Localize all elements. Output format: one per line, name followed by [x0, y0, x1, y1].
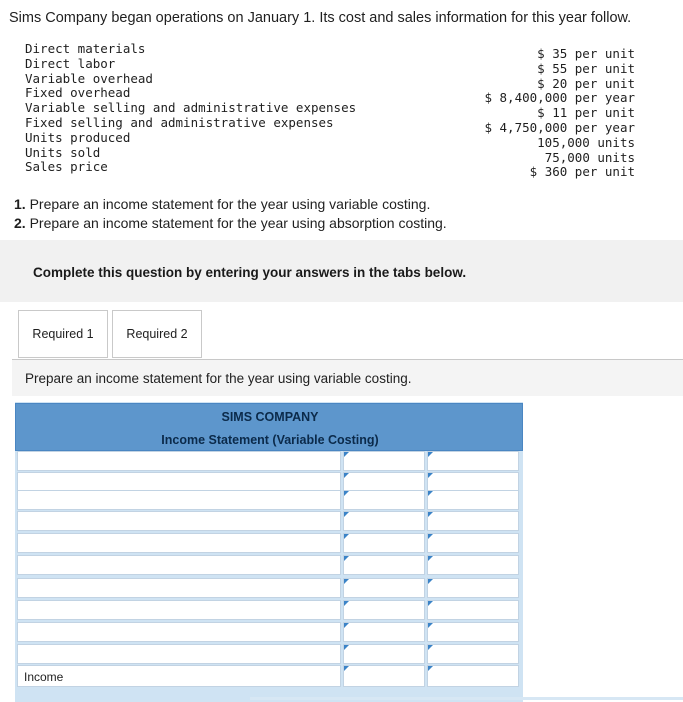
cost-value: 75,000 units: [544, 149, 635, 165]
cell-marker-icon: [344, 666, 349, 671]
amount-input[interactable]: [343, 665, 425, 687]
cell-marker-icon: [428, 601, 433, 606]
row-label-input[interactable]: [17, 533, 341, 553]
requirement-number: 1.: [14, 196, 26, 212]
requirement-number: 2.: [14, 215, 26, 231]
requirement-1: [14, 196, 430, 212]
cell-marker-icon: [344, 579, 349, 584]
cell-marker-icon: [344, 512, 349, 517]
cell-marker-icon: [344, 556, 349, 561]
cell-marker-icon: [428, 534, 433, 539]
cell-marker-icon: [344, 601, 349, 606]
total-input[interactable]: [427, 490, 519, 510]
total-input[interactable]: [427, 451, 519, 471]
amount-input[interactable]: [343, 644, 425, 664]
tab-required-2[interactable]: Required 2: [112, 310, 202, 358]
amount-input[interactable]: [343, 490, 425, 510]
cost-value: $ 55 per unit: [537, 60, 635, 76]
requirement-text: Prepare an income statement for the year using variable costing.: [29, 196, 431, 212]
row-label-input[interactable]: [17, 511, 341, 531]
row-label-input[interactable]: [17, 451, 341, 471]
amount-input[interactable]: [343, 451, 425, 471]
cost-value: $ 20 per unit: [537, 75, 635, 91]
cost-value: $ 8,400,000 per year: [484, 90, 635, 106]
cost-value: $ 11 per unit: [537, 105, 635, 121]
cell-marker-icon: [428, 556, 433, 561]
tab-prompt: Prepare an income statement for the year using variable costing.: [25, 371, 412, 386]
cost-label: Units sold: [25, 144, 101, 160]
cost-label: Direct labor: [25, 55, 116, 71]
income-row-label[interactable]: Income: [17, 665, 341, 687]
cell-marker-icon: [428, 491, 433, 496]
cell-marker-icon: [428, 512, 433, 517]
total-input[interactable]: [427, 472, 519, 492]
cost-value: $ 360 per unit: [529, 164, 635, 180]
cell-marker-icon: [344, 534, 349, 539]
row-label-input[interactable]: [17, 600, 341, 620]
cost-label: Fixed selling and administrative expenses: [25, 114, 334, 130]
total-input[interactable]: [427, 578, 519, 598]
statement-header: [15, 403, 523, 451]
amount-input[interactable]: [343, 533, 425, 553]
cost-labels: [25, 42, 356, 175]
requirement-text: Prepare an income statement for the year using absorption costing.: [29, 215, 447, 231]
total-input[interactable]: [427, 511, 519, 531]
cell-marker-icon: [428, 645, 433, 650]
amount-input[interactable]: [343, 472, 425, 492]
cell-marker-icon: [344, 491, 349, 496]
total-input[interactable]: [427, 665, 519, 687]
row-label-input[interactable]: [17, 622, 341, 642]
total-input[interactable]: [427, 555, 519, 575]
total-input[interactable]: [427, 533, 519, 553]
cost-label: Sales price: [25, 159, 108, 175]
total-input[interactable]: [427, 644, 519, 664]
tab-required-1[interactable]: Required 1: [18, 310, 108, 358]
cost-label: Units produced: [25, 129, 131, 145]
row-label-input[interactable]: [17, 555, 341, 575]
cell-marker-icon: [428, 666, 433, 671]
cost-value: $ 35 per unit: [537, 46, 635, 61]
total-input[interactable]: [427, 622, 519, 642]
row-label-input[interactable]: [17, 578, 341, 598]
cost-label: Variable selling and administrative expenses: [25, 100, 357, 116]
amount-input[interactable]: [343, 511, 425, 531]
requirement-2: [14, 215, 447, 231]
total-input[interactable]: [427, 600, 519, 620]
cost-label: Fixed overhead: [25, 85, 131, 101]
amount-input[interactable]: [343, 622, 425, 642]
amount-input[interactable]: [343, 600, 425, 620]
amount-input[interactable]: [343, 578, 425, 598]
cell-marker-icon: [428, 452, 433, 457]
row-label-input[interactable]: [17, 644, 341, 664]
cell-marker-icon: [428, 623, 433, 628]
cell-marker-icon: [428, 579, 433, 584]
cost-label: Variable overhead: [25, 70, 153, 86]
cell-marker-icon: [344, 623, 349, 628]
cell-marker-icon: [344, 452, 349, 457]
cell-marker-icon: [428, 473, 433, 478]
problem-intro: Sims Company began operations on January 1. Its cost and sales information for this year follow.: [9, 10, 632, 26]
company-name: SIMS COMPANY: [221, 410, 319, 424]
amount-input[interactable]: [343, 555, 425, 575]
statement-title: Income Statement (Variable Costing): [161, 433, 379, 447]
row-label-input[interactable]: [17, 490, 341, 510]
cost-value: $ 4,750,000 per year: [484, 119, 635, 135]
cost-label: Direct materials: [25, 41, 146, 56]
cell-marker-icon: [344, 645, 349, 650]
row-label-input[interactable]: [17, 472, 341, 492]
cell-marker-icon: [344, 473, 349, 478]
instruction-text: Complete this question by entering your answers in the tabs below.: [33, 265, 467, 280]
cost-values: [484, 47, 635, 180]
cost-value: 105,000 units: [537, 134, 635, 150]
